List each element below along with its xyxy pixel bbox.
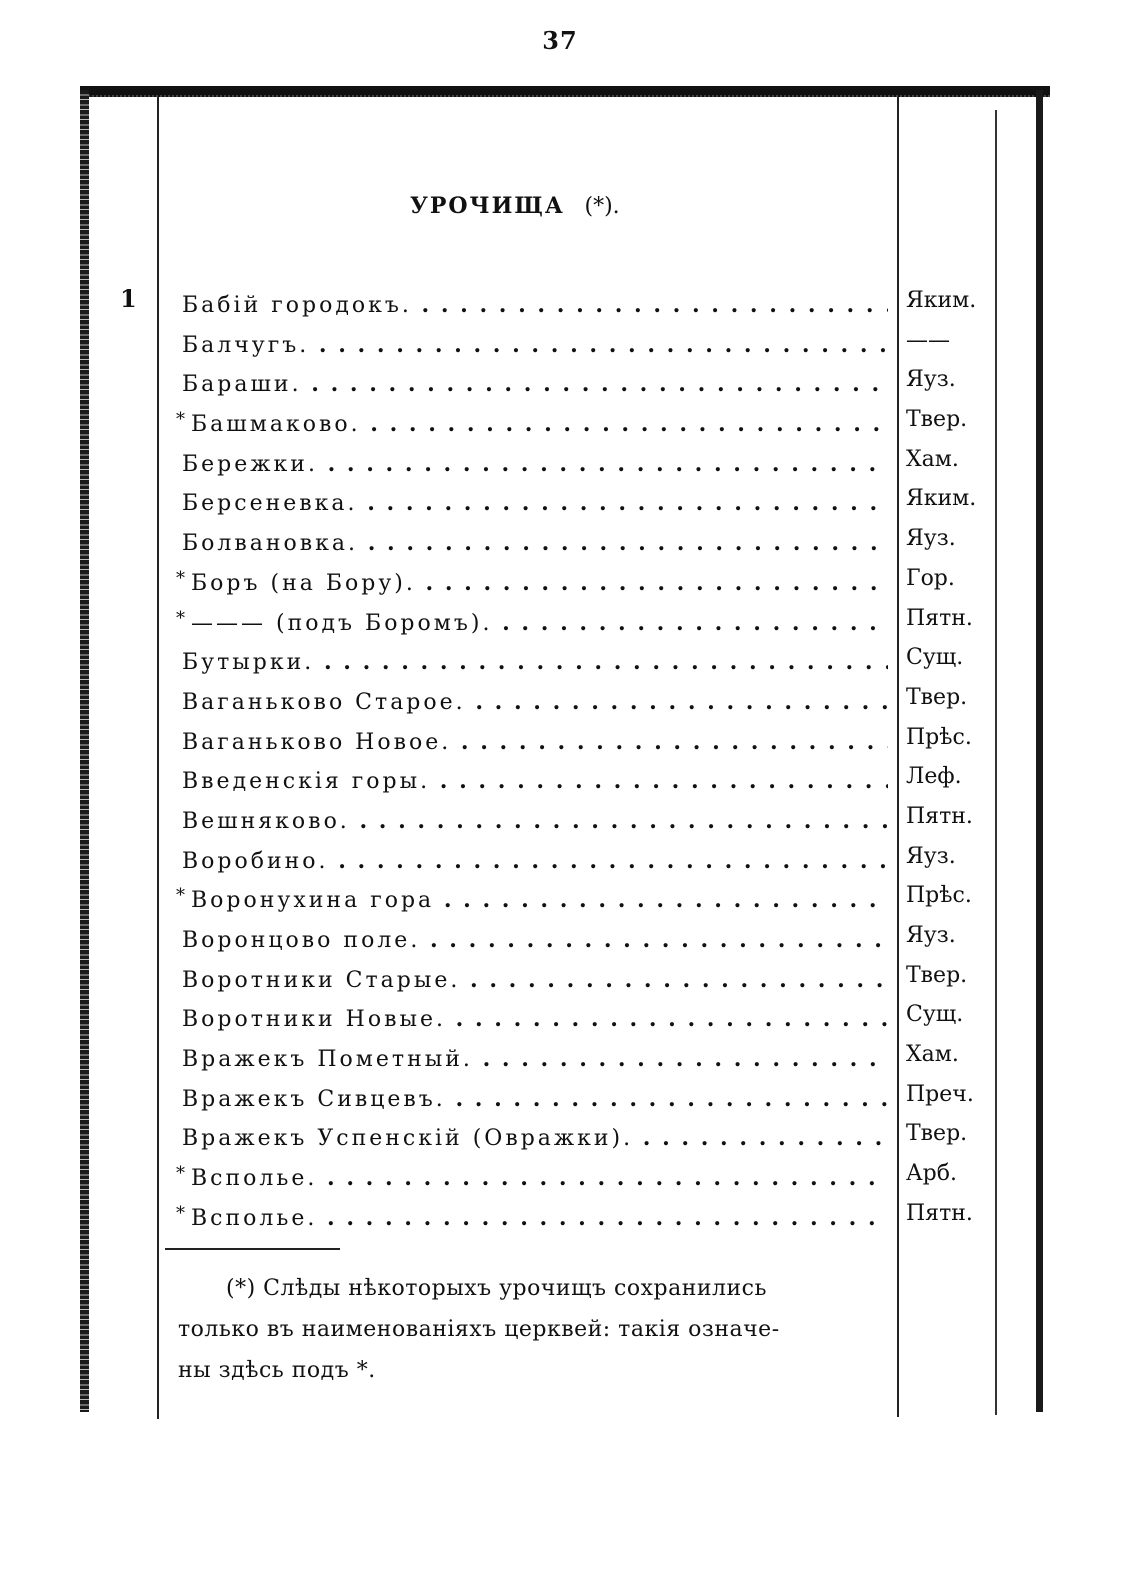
entry-district: Твер. (906, 962, 968, 988)
entry-name (176, 443, 888, 482)
entry-name (176, 681, 888, 720)
entry-name (176, 641, 888, 680)
row-number: 1 (120, 284, 137, 313)
entry-name (176, 760, 888, 799)
entry-name (176, 1078, 888, 1117)
entry-district: Преч. (906, 1081, 974, 1107)
entry-label: Вспольe. (191, 1205, 318, 1231)
list-item (176, 800, 996, 840)
entry-label: Бутырки. (182, 650, 315, 676)
entry-name (176, 482, 888, 521)
entry-label: Воронухина гора (191, 888, 435, 914)
list-item (176, 284, 996, 324)
list-item (176, 998, 996, 1038)
entry-label: Бараши. (182, 372, 302, 398)
entry-district: Пятн. (906, 803, 973, 829)
section-heading (410, 193, 620, 219)
list-item (176, 602, 996, 642)
entry-label: Вешняково. (182, 808, 350, 834)
page-number: 37 (542, 26, 578, 55)
asterisk-mark: * (176, 409, 185, 431)
entry-district: —— (906, 327, 950, 353)
entry-district: Твер. (906, 684, 968, 710)
entry-district: Яким. (906, 486, 977, 512)
entry-name (176, 998, 888, 1037)
list-item (176, 482, 996, 522)
entry-label: Болвановка. (182, 531, 359, 557)
entry-label: Введенскія горы. (182, 769, 431, 795)
list-item (176, 641, 996, 681)
list-item (176, 522, 996, 562)
list-item (176, 403, 996, 443)
list-item (176, 721, 996, 761)
entry-district: Сущ. (906, 1002, 964, 1028)
entry-name (176, 522, 888, 561)
entry-label: Башмаково. (191, 412, 361, 438)
entry-name (176, 959, 888, 998)
entry-list (176, 284, 996, 1237)
entry-name (176, 1157, 888, 1196)
entry-district: Твер. (906, 1121, 968, 1147)
entry-name (176, 721, 888, 760)
entry-name (176, 284, 888, 323)
footnote-rule (165, 1248, 340, 1250)
entry-district: Яуз. (906, 526, 956, 552)
entry-name (176, 324, 888, 363)
entry-name (176, 1197, 888, 1236)
entry-label: Боръ (на Бору). (191, 570, 416, 596)
entry-district: Яуз. (906, 843, 956, 869)
asterisk-mark: * (176, 885, 185, 907)
entry-name (176, 562, 888, 601)
list-item (176, 324, 996, 364)
entry-district: Прѣс. (906, 724, 972, 750)
column-rule-left (157, 97, 159, 1419)
list-item (176, 1197, 996, 1237)
frame-left-border (80, 90, 89, 1412)
footnote-line: (*) Слѣды нѣкоторыхъ урочищъ сохранились (226, 1276, 767, 1301)
list-item (176, 879, 996, 919)
asterisk-mark: * (176, 1202, 185, 1224)
entry-district: Прѣс. (906, 883, 972, 909)
entry-district: Хам. (906, 1042, 959, 1068)
entry-label: Воротники Старые. (182, 967, 461, 993)
entry-name (176, 800, 888, 839)
entry-name (176, 879, 888, 918)
entry-district: Пятн. (906, 605, 973, 631)
list-item (176, 760, 996, 800)
entry-label: Ваганьково Новое. (182, 729, 452, 755)
list-item (176, 840, 996, 880)
asterisk-mark: * (176, 567, 185, 589)
entry-name (176, 919, 888, 958)
entry-district: Леф. (906, 764, 962, 790)
footnote-mark: (*). (584, 194, 620, 219)
entry-label: Вражекъ Пометный. (182, 1047, 473, 1073)
entry-district: Пятн. (906, 1200, 973, 1226)
list-item (176, 959, 996, 999)
entry-label: Воробино. (182, 848, 329, 874)
list-item (176, 1078, 996, 1118)
list-item (176, 919, 996, 959)
frame-top-rule (80, 86, 1050, 97)
list-item (176, 1117, 996, 1157)
entry-label: Воротники Новые. (182, 1007, 446, 1033)
entry-label: Вспольe. (191, 1166, 318, 1192)
entry-district: Яким. (906, 288, 977, 313)
entry-name (176, 840, 888, 879)
entry-district: Сущ. (906, 645, 964, 671)
entry-label: ——— (подъ Боромъ). (191, 610, 493, 636)
entry-name (176, 602, 888, 641)
entry-label: Воронцово поле. (182, 928, 421, 953)
entry-label: Вражекъ Успенскій (Овражки). (182, 1126, 634, 1152)
list-item (176, 363, 996, 403)
entry-name (176, 403, 888, 442)
entry-label: Вражекъ Сивцевъ. (182, 1086, 446, 1112)
entry-label: Ваганьково Старое. (182, 689, 466, 715)
entry-label: Балчугъ. (182, 332, 310, 358)
entry-district: Хам. (906, 446, 959, 472)
entry-label: Бабій городокъ. (182, 293, 412, 318)
list-item (176, 443, 996, 483)
list-item (176, 1157, 996, 1197)
entry-district: Яуз. (906, 923, 956, 948)
entry-name (176, 1117, 888, 1156)
list-item (176, 681, 996, 721)
entry-district: Яуз. (906, 367, 956, 393)
section-title: УРОЧИЩА (410, 193, 565, 219)
entry-label: Берсеневка. (182, 491, 358, 517)
footnote-line: только въ наименованіяхъ церквей: такія означе- (178, 1317, 780, 1342)
entry-name (176, 363, 888, 402)
entry-label: Бережки. (182, 451, 318, 477)
entry-name (176, 1038, 888, 1077)
list-item (176, 562, 996, 602)
footnote-line: ны здѣсь подъ *. (178, 1358, 376, 1383)
asterisk-mark: * (176, 1163, 185, 1185)
list-item (176, 1038, 996, 1078)
entry-district: Гор. (906, 565, 955, 591)
frame-right-border (1036, 90, 1043, 1412)
entry-district: Арб. (906, 1161, 957, 1187)
footnote (178, 1268, 890, 1391)
entry-district: Твер. (906, 407, 968, 433)
asterisk-mark: * (176, 607, 185, 629)
